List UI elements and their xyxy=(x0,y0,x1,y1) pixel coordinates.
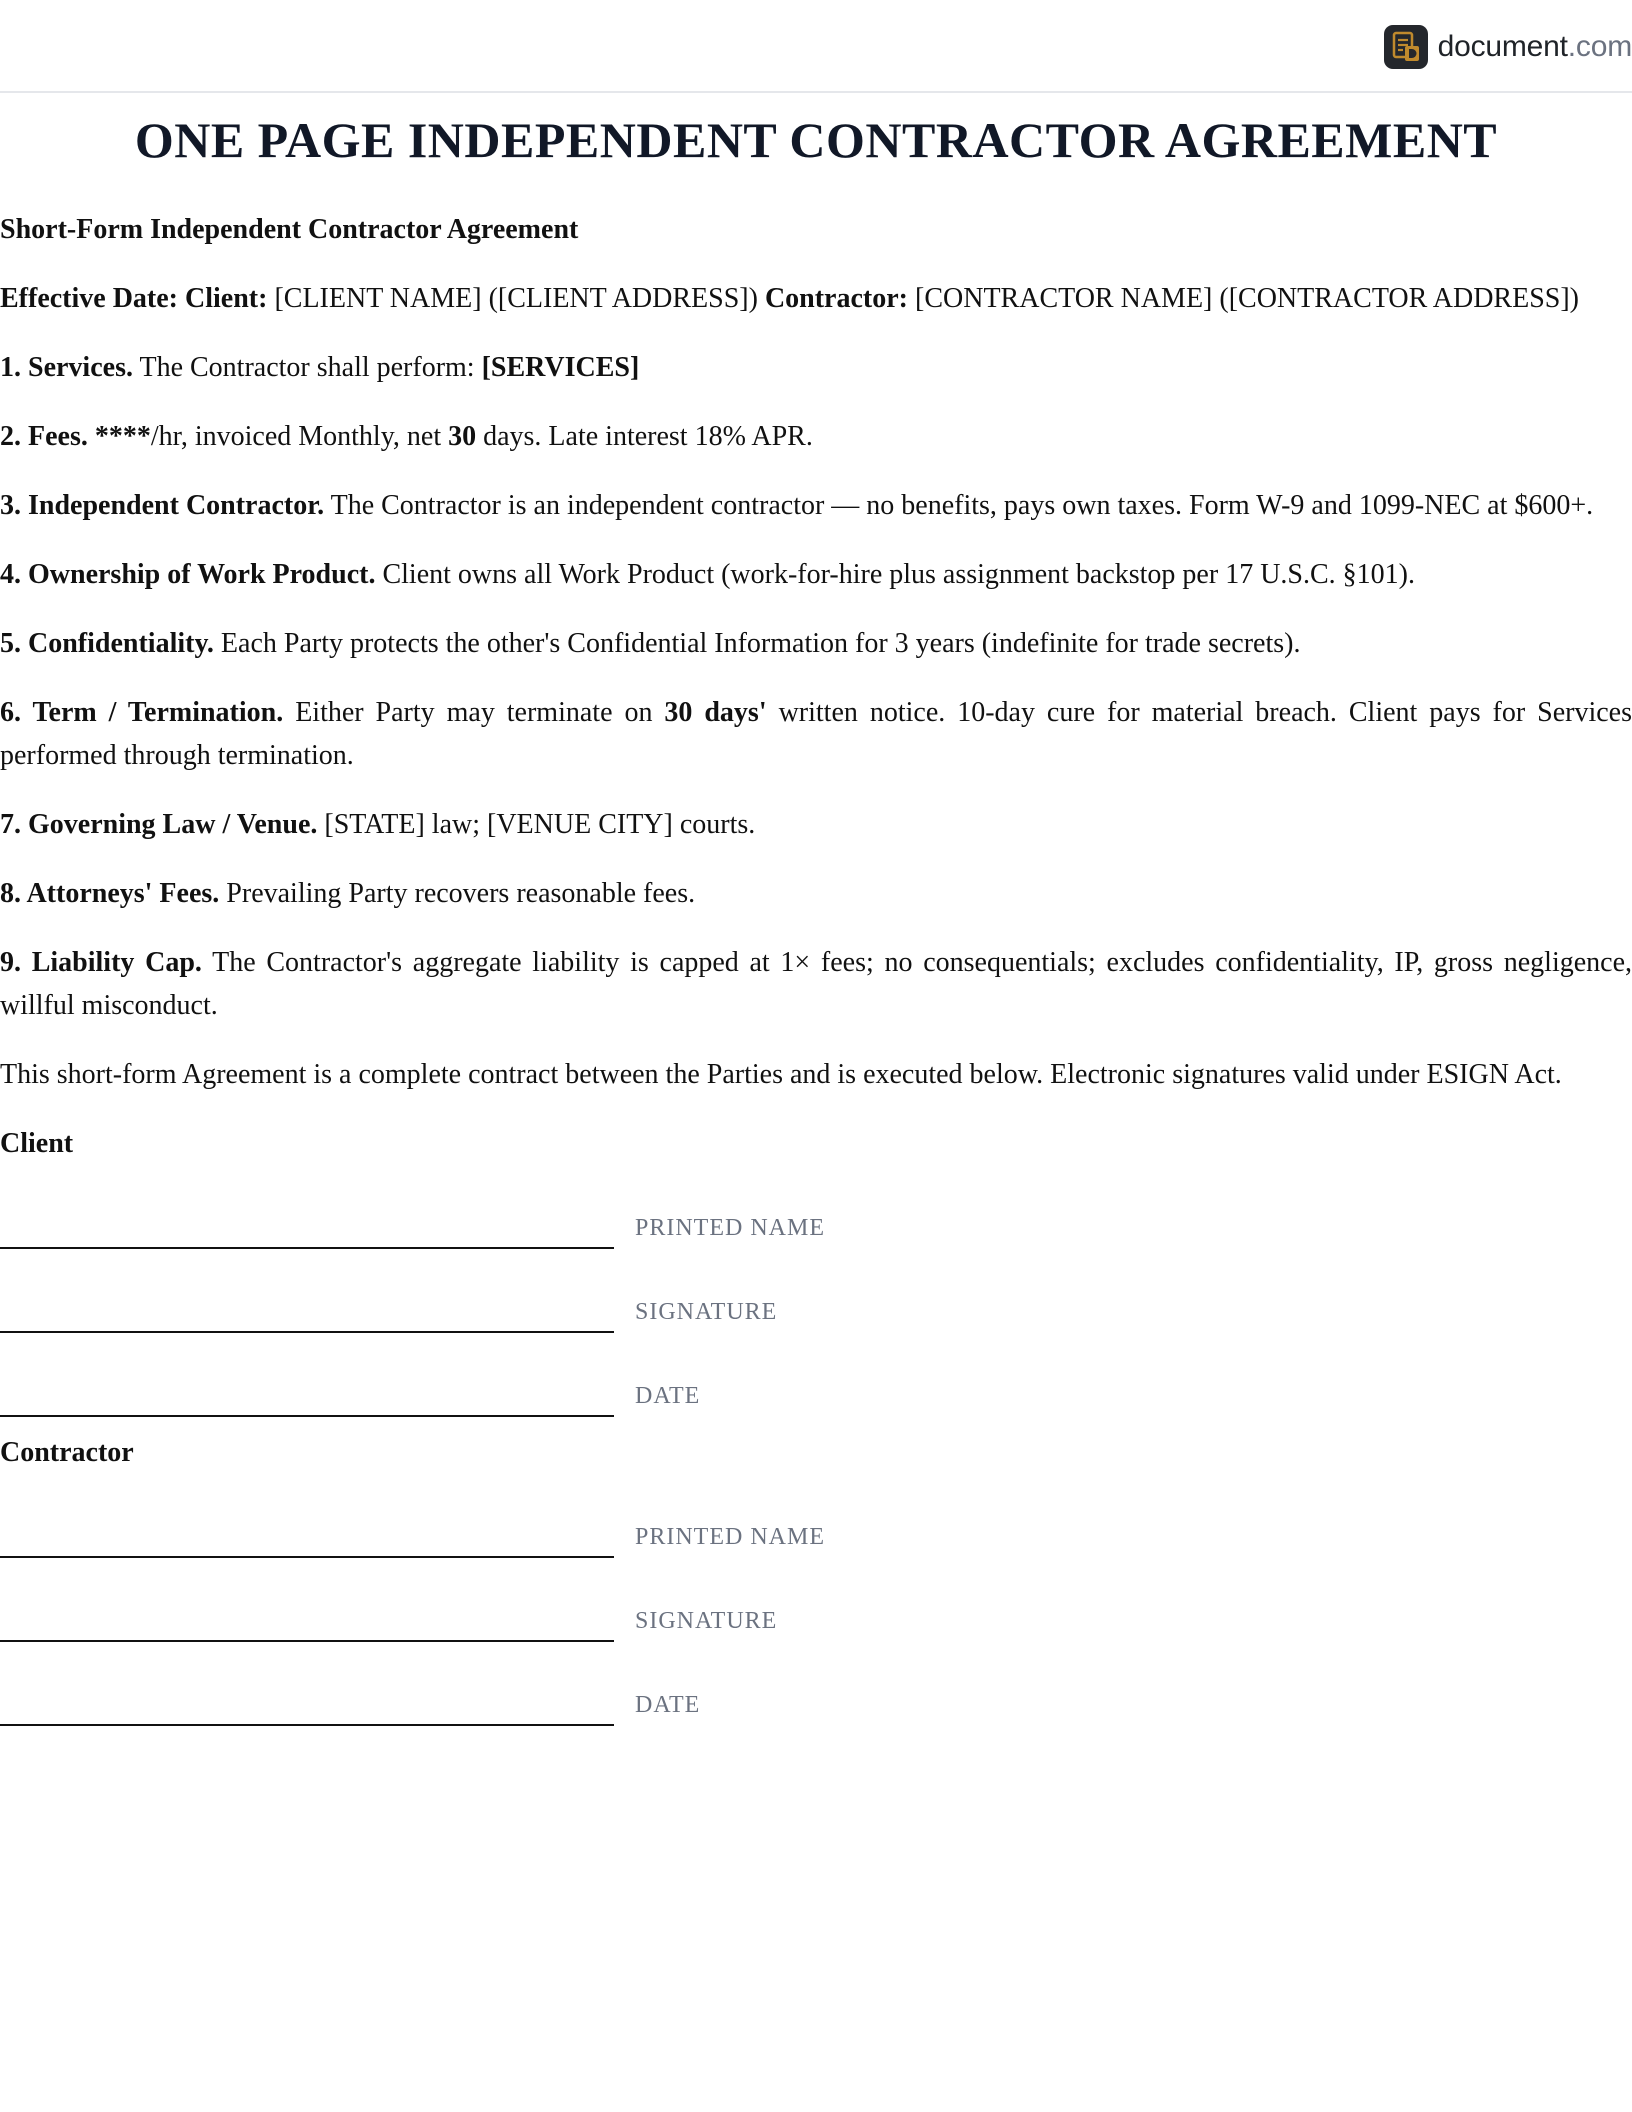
section-heading: 9. Liability Cap. xyxy=(0,947,202,978)
section-independent-contractor xyxy=(0,484,1632,527)
section-heading: 8. Attorneys' Fees. xyxy=(0,878,220,909)
net-days: 30 xyxy=(448,421,477,452)
contractor-value: [CONTRACTOR NAME] ([CONTRACTOR ADDRESS]) xyxy=(915,283,1580,314)
client-date-line[interactable] xyxy=(0,1415,614,1417)
section-heading: 4. Ownership of Work Product. xyxy=(0,559,376,590)
section-text: Either Party may terminate on xyxy=(295,697,653,728)
client-heading: Client xyxy=(0,1128,74,1159)
contractor-heading: Contractor xyxy=(0,1437,134,1468)
section-term xyxy=(0,691,1632,777)
services-value: [SERVICES] xyxy=(481,352,640,383)
printed-name-label: PRINTED NAME xyxy=(635,1524,825,1550)
section-text: written notice. 10-day cure for material breach. Client pays for Services performed through termination. xyxy=(0,697,1632,771)
notice-period: 30 days' xyxy=(664,697,767,728)
section-governing-law xyxy=(0,803,1632,846)
date-label: DATE xyxy=(635,1692,701,1718)
section-text: The Contractor's aggregate liability is capped at 1× fees; no consequentials; excludes confidentiality, IP, gross negligence, willful misconduct. xyxy=(0,947,1632,1021)
section-attorneys-fees xyxy=(0,872,1632,915)
section-services xyxy=(0,346,1632,389)
section-text: Client owns all Work Product (work-for-hire plus assignment backstop per 17 U.S.C. §101). xyxy=(382,559,1415,590)
document-title: ONE PAGE INDEPENDENT CONTRACTOR AGREEMENT xyxy=(134,112,1498,168)
client-label: Client: xyxy=(185,283,268,314)
parties-paragraph xyxy=(0,277,1632,320)
date-label: DATE xyxy=(635,1383,701,1409)
section-heading: 6. Term / Termination. xyxy=(0,697,284,728)
brand-name: document xyxy=(1437,30,1568,63)
section-text: days. Late interest 18% APR. xyxy=(483,421,813,452)
client-printed-name-row xyxy=(0,1165,1632,1249)
section-text: Each Party protects the other's Confidential Information for 3 years (indefinite for trade secrets). xyxy=(220,628,1301,659)
document-subtitle: Short-Form Independent Contractor Agreement xyxy=(0,214,579,245)
closing-paragraph: This short-form Agreement is a complete contract between the Parties and is executed below. Electronic signatures valid under ESIGN Act. xyxy=(0,1059,1562,1090)
section-heading: 5. Confidentiality. xyxy=(0,628,214,659)
section-text: /hr, invoiced Monthly, net xyxy=(150,421,442,452)
signature-label: SIGNATURE xyxy=(635,1608,778,1634)
section-liability-cap xyxy=(0,941,1632,1027)
client-date-row xyxy=(0,1333,1632,1417)
section-heading: 3. Independent Contractor. xyxy=(0,490,325,521)
contractor-printed-name-row xyxy=(0,1474,1632,1558)
client-signature-block xyxy=(0,1122,1632,1417)
brand-tld: .com xyxy=(1567,30,1632,63)
section-text: The Contractor is an independent contractor — no benefits, pays own taxes. Form W-9 and 1099-NEC at $600+. xyxy=(330,490,1594,521)
brand[interactable] xyxy=(1384,24,1632,70)
section-fees xyxy=(0,415,1632,458)
fee-rate: **** xyxy=(94,421,151,452)
client-value: [CLIENT NAME] ([CLIENT ADDRESS]) xyxy=(274,283,758,314)
section-text: [STATE] law; [VENUE CITY] courts. xyxy=(324,809,756,840)
effective-date-label: Effective Date: xyxy=(0,283,179,314)
page-header xyxy=(0,0,1632,93)
contractor-label: Contractor: xyxy=(764,283,908,314)
section-heading: 2. Fees. xyxy=(0,421,88,452)
contractor-signature-row xyxy=(0,1558,1632,1642)
contractor-signature-block xyxy=(0,1431,1632,1726)
printed-name-label: PRINTED NAME xyxy=(635,1215,825,1241)
section-text: Prevailing Party recovers reasonable fees. xyxy=(226,878,696,909)
section-heading: 7. Governing Law / Venue. xyxy=(0,809,318,840)
signature-label: SIGNATURE xyxy=(635,1299,778,1325)
client-signature-row xyxy=(0,1249,1632,1333)
section-ownership xyxy=(0,553,1632,596)
document-logo-icon xyxy=(1384,25,1428,69)
section-text: The Contractor shall perform: xyxy=(139,352,475,383)
brand-wordmark xyxy=(1438,30,1632,64)
contractor-date-line[interactable] xyxy=(0,1724,614,1726)
section-heading: 1. Services. xyxy=(0,352,133,383)
section-confidentiality xyxy=(0,622,1632,665)
document-body xyxy=(0,208,1632,1726)
contractor-date-row xyxy=(0,1642,1632,1726)
